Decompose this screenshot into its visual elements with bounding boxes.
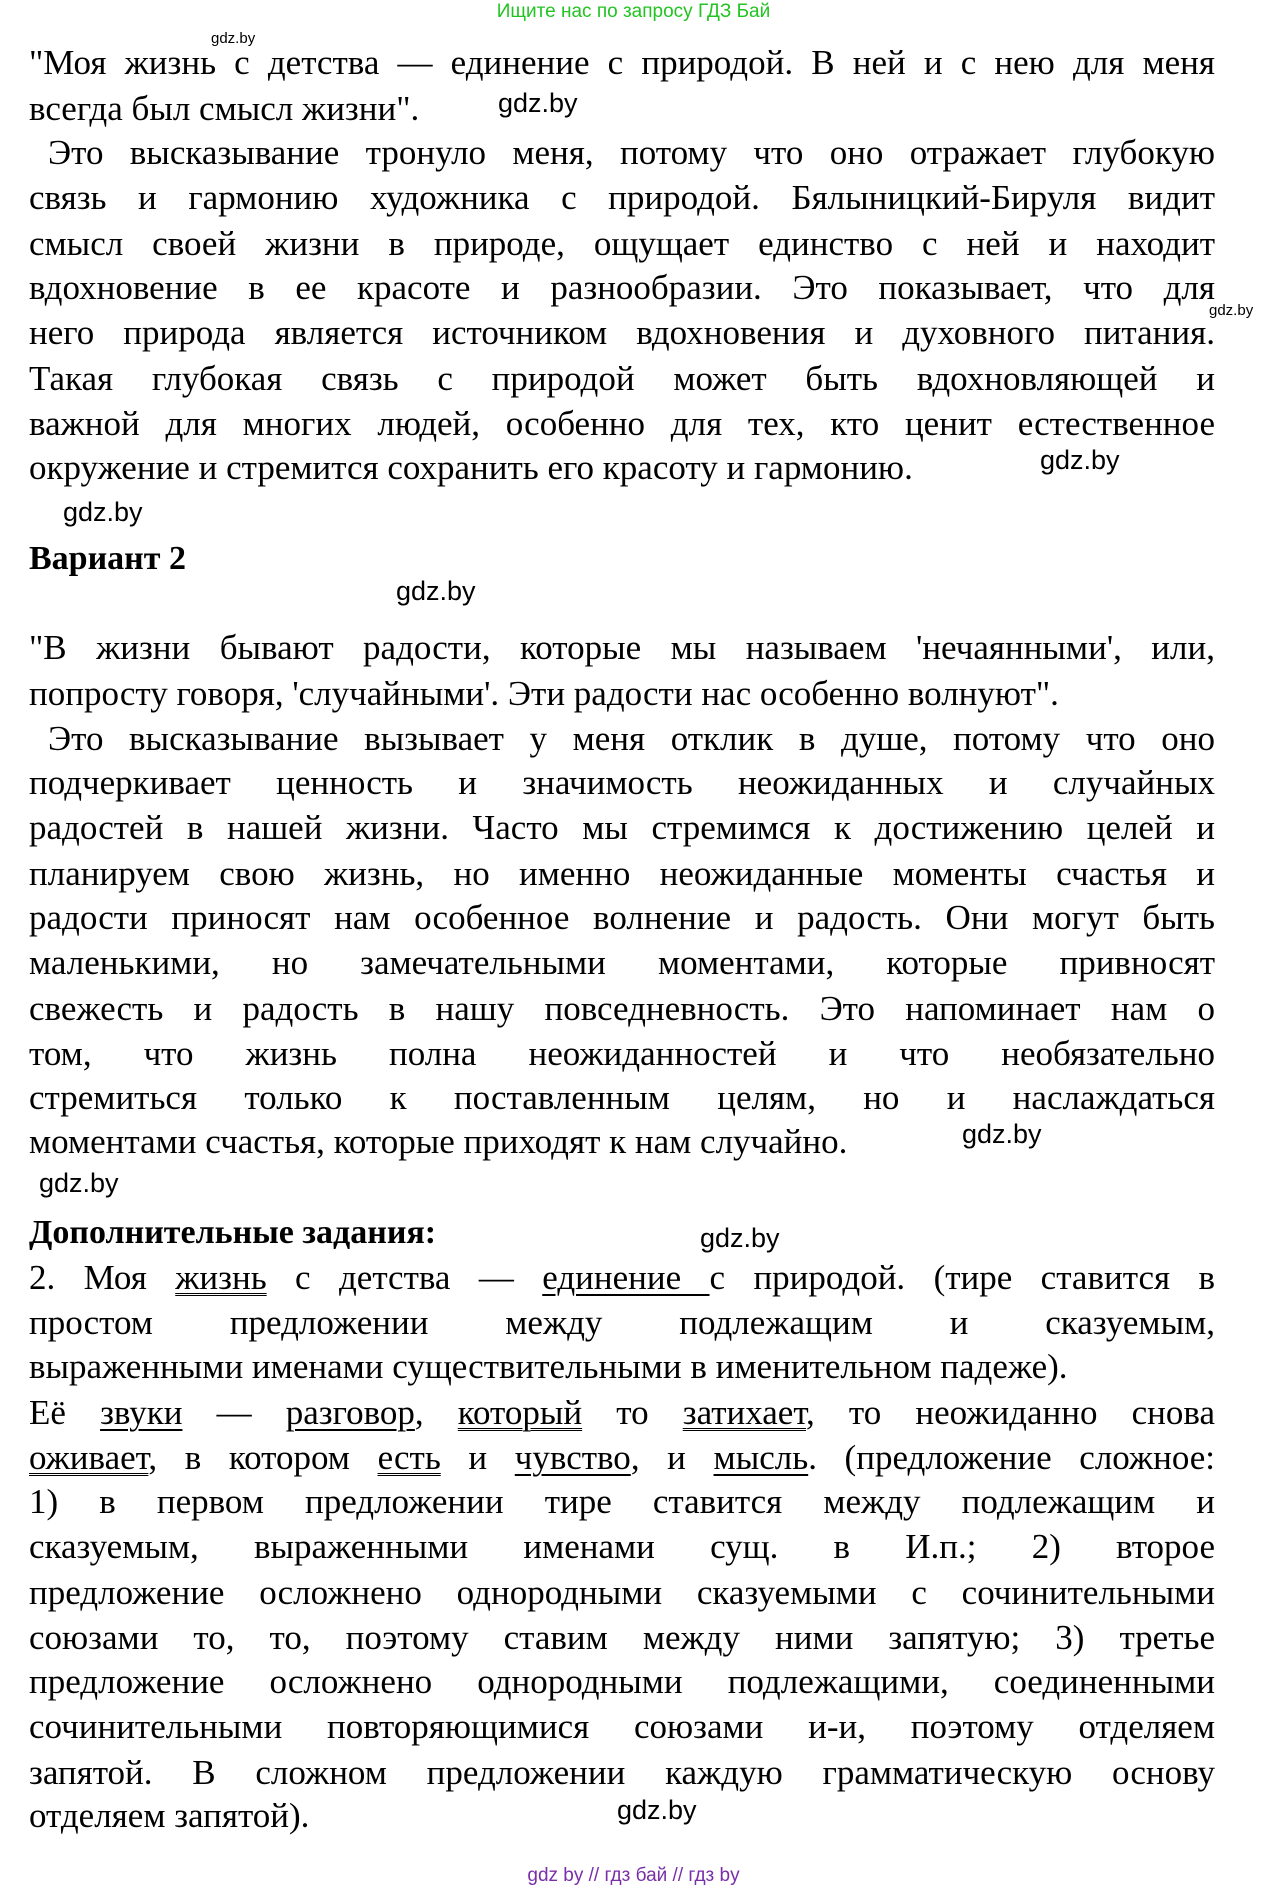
- watermark: gdz.by: [1209, 302, 1254, 319]
- text-line: отделяем запятой).: [29, 1796, 310, 1835]
- text-segment: . (предложение сложное:: [808, 1438, 1216, 1477]
- text-segment: Её: [29, 1393, 101, 1432]
- text-line: свежесть и радость в нашу повседневность. Это напоминает нам о: [29, 989, 1215, 1028]
- watermark: gdz.by: [700, 1223, 780, 1253]
- underlined-word: оживает: [29, 1438, 149, 1477]
- text-line: моментами счастья, которые приходят к нам случайно.: [29, 1122, 848, 1161]
- watermark: gdz.by: [962, 1119, 1042, 1149]
- text-line: [29, 1436, 1215, 1480]
- underlined-word: разговор: [285, 1393, 415, 1432]
- text-segment: с детства —: [266, 1258, 543, 1297]
- text-line: вдохновение в ее красоте и разнообразии. Это показывает, что для: [29, 268, 1215, 307]
- text-line: всегда был смысл жизни".: [29, 89, 420, 128]
- text-segment: и: [440, 1438, 515, 1477]
- underlined-word: жизнь: [175, 1258, 267, 1297]
- text-line: запятой. В сложном предложении каждую грамматическую основу: [29, 1753, 1215, 1792]
- text-line: предложение осложнено однородными подлежащими, соединенными: [29, 1662, 1215, 1701]
- underlined-word: мысль: [713, 1438, 809, 1477]
- text-line: маленькими, но замечательными моментами, которые привносят: [29, 943, 1215, 982]
- underlined-word: затихает: [682, 1393, 807, 1432]
- underlined-word: который: [457, 1393, 583, 1432]
- footer-links[interactable]: gdz by // гдз бай // гдз by: [527, 1865, 740, 1886]
- extra-tasks-heading: Дополнительные задания:: [29, 1214, 437, 1251]
- text-segment: , в котором: [148, 1438, 378, 1477]
- text-line: подчеркивает ценность и значимость неожиданных и случайных: [29, 763, 1215, 802]
- text-segment: с природой. (тире ставится в: [709, 1258, 1215, 1297]
- text-line: радости приносят нам особенное волнение и радость. Они могут быть: [29, 898, 1215, 937]
- text-line: [29, 1256, 1215, 1300]
- watermark: gdz.by: [1040, 445, 1120, 475]
- text-segment: ,: [414, 1393, 458, 1432]
- text-segment: —: [182, 1393, 286, 1432]
- text-line: него природа является источником вдохновения и духовного питания.: [29, 313, 1215, 352]
- text-line: сочинительными повторяющимися союзами и-и, поэтому отделяем: [29, 1707, 1215, 1746]
- watermark: gdz.by: [39, 1168, 119, 1198]
- text-line: Такая глубокая связь с природой может быть вдохновляющей и: [29, 359, 1215, 398]
- text-line: связь и гармонию художника с природой. Бялыницкий-Бируля видит: [29, 178, 1215, 217]
- watermark: gdz.by: [498, 88, 578, 118]
- text-line: простом предложении между подлежащим и сказуемым,: [29, 1303, 1215, 1342]
- text-line: сказуемым, выраженными именами сущ. в И.п.; 2) второе: [29, 1527, 1215, 1566]
- text-line: "В жизни бывают радости, которые мы называем 'нечаянными', или,: [29, 628, 1215, 667]
- text-line: выраженными именами существительными в именительном падеже).: [29, 1347, 1068, 1386]
- watermark: gdz.by: [63, 497, 143, 527]
- underlined-word: звуки: [100, 1393, 183, 1432]
- text-line: радостей в нашей жизни. Часто мы стремимся к достижению целей и: [29, 808, 1215, 847]
- text-line: стремиться только к поставленным целям, но и наслаждаться: [29, 1078, 1215, 1117]
- text-line: важной для многих людей, особенно для тех, кто ценит естественное: [29, 404, 1215, 443]
- search-banner[interactable]: Ищите нас по запросу ГДЗ Бай: [496, 1, 771, 22]
- text-line: 1) в первом предложении тире ставится между подлежащим и: [29, 1482, 1215, 1521]
- text-line: предложение осложнено однородными сказуемыми с сочинительными: [29, 1573, 1215, 1612]
- text-segment: то: [582, 1393, 683, 1432]
- text-line: том, что жизнь полна неожиданностей и что необязательно: [29, 1034, 1215, 1073]
- underlined-word: единение: [542, 1258, 710, 1297]
- text-segment: 2. Моя: [29, 1258, 176, 1297]
- underlined-word: чувство: [514, 1438, 631, 1477]
- text-line: Это высказывание тронуло меня, потому что оно отражает глубокую: [48, 133, 1215, 172]
- text-line: Это высказывание вызывает у меня отклик в душе, потому что оно: [48, 719, 1215, 758]
- text-line: союзами то, то, поэтому ставим между ними запятую; 3) третье: [29, 1618, 1215, 1657]
- text-line: планируем свою жизнь, но именно неожиданные моменты счастья и: [29, 854, 1215, 893]
- variant-2-heading: Вариант 2: [29, 540, 186, 577]
- watermark: gdz.by: [617, 1795, 697, 1825]
- text-line: [29, 1391, 1215, 1435]
- text-line: окружение и стремится сохранить его красоту и гармонию.: [29, 448, 913, 487]
- text-segment: , то неожиданно снова: [806, 1393, 1215, 1432]
- text-line: смысл своей жизни в природе, ощущает единство с ней и находит: [29, 224, 1215, 263]
- text-line: попросту говоря, 'случайными'. Эти радости нас особенно волнуют".: [29, 674, 1059, 713]
- watermark: gdz.by: [211, 30, 256, 47]
- text-line: "Моя жизнь с детства — единение с природой. В ней и с нею для меня: [29, 43, 1215, 82]
- watermark: gdz.by: [396, 576, 476, 606]
- text-segment: , и: [630, 1438, 714, 1477]
- underlined-word: есть: [377, 1438, 441, 1477]
